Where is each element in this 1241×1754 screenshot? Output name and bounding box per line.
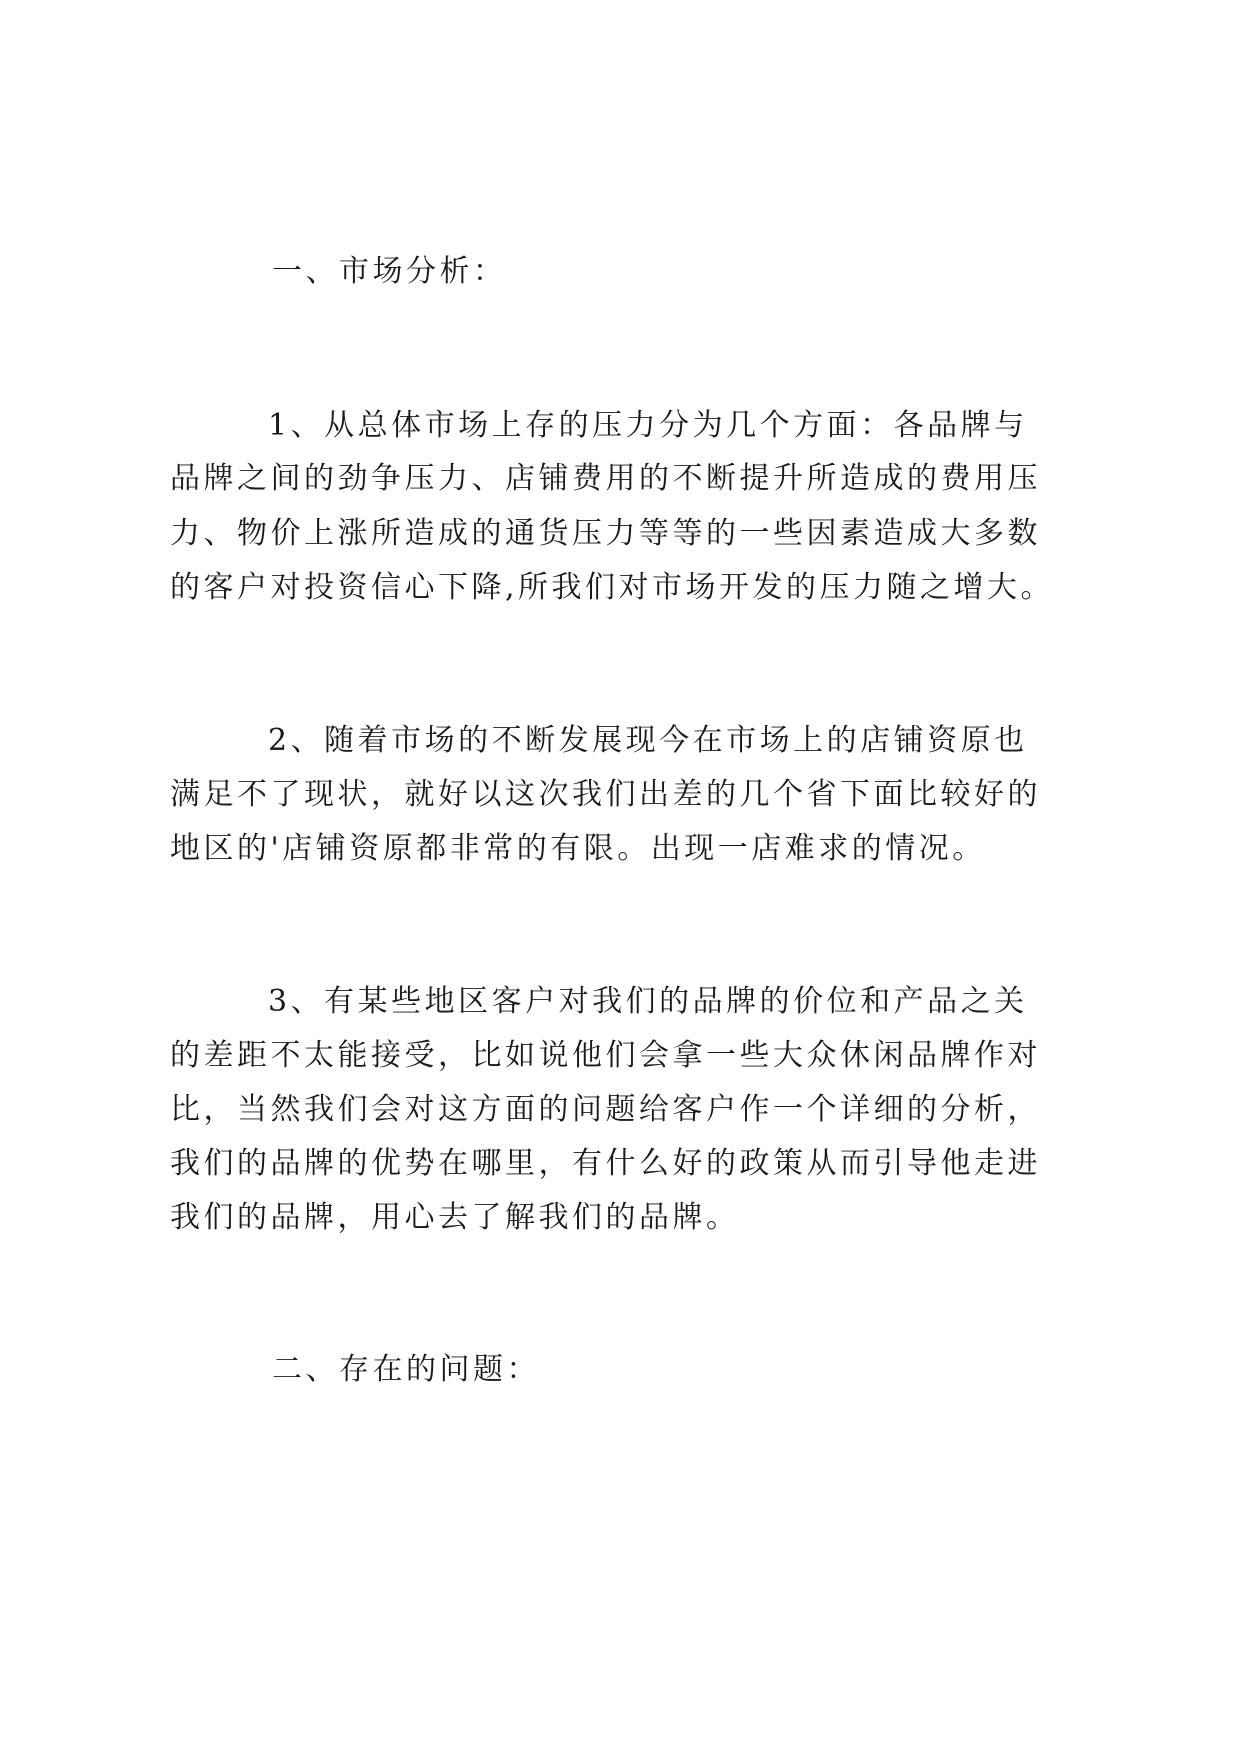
section-heading-existing-problems: 二、存在的问题： xyxy=(272,1352,540,1387)
paragraph-line: 的客户对投资信心下降,所我们对市场开发的压力随之增大。 xyxy=(170,570,1055,605)
paragraph-line: 我们的品牌，用心去了解我们的品牌。 xyxy=(170,1200,740,1235)
paragraph-line: 品牌之间的劲争压力、店铺费用的不断提升所造成的费用压 xyxy=(170,461,1041,496)
paragraph-line: 我们的品牌的优势在哪里，有什么好的政策从而引导他走进 xyxy=(170,1146,1041,1181)
paragraph-line: 2、随着市场的不断发展现今在市场上的店铺资原也 xyxy=(268,723,1028,758)
paragraph-line: 满足不了现状，就好以这次我们出差的几个省下面比较好的 xyxy=(170,777,1041,812)
paragraph-line: 1、从总体市场上存的压力分为几个方面：各品牌与 xyxy=(268,408,1028,443)
paragraph-line: 3、有某些地区客户对我们的品牌的价位和产品之关 xyxy=(268,984,1028,1019)
paragraph-line: 地区的'店铺资原都非常的有限。出现一店难求的情况。 xyxy=(170,831,986,866)
paragraph-line: 的差距不太能接受，比如说他们会拿一些大众休闲品牌作对 xyxy=(170,1038,1041,1073)
paragraph-line: 比，当然我们会对这方面的问题给客户作一个详细的分析， xyxy=(170,1092,1041,1127)
paragraph-line: 力、物价上涨所造成的通货压力等等的一些因素造成大多数 xyxy=(170,516,1041,551)
section-heading-market-analysis: 一、市场分析： xyxy=(272,254,507,289)
